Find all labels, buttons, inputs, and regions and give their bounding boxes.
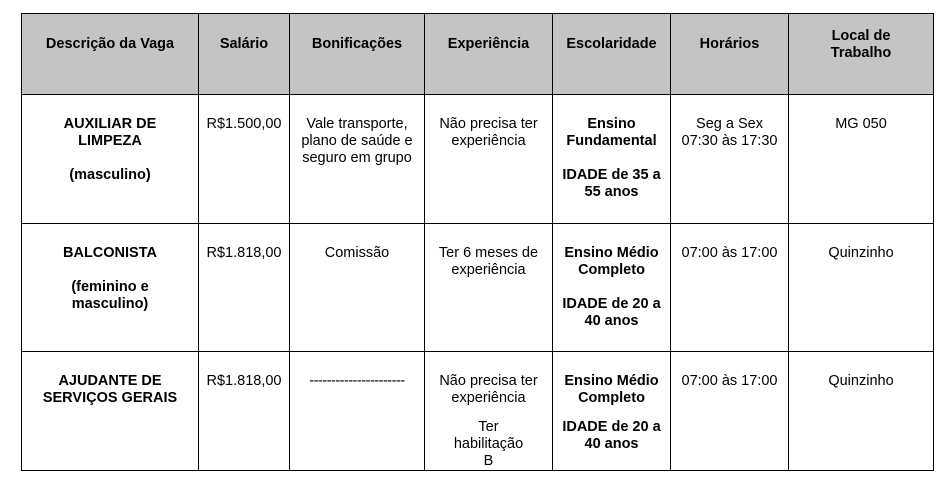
idade-text: IDADE de 20 a 40 anos <box>562 419 661 452</box>
horarios-cell: Seg a Sex 07:30 às 17:30 <box>671 95 789 224</box>
header-local: Local de Trabalho <box>789 14 934 95</box>
header-bonificacoes: Bonificações <box>290 14 425 95</box>
header-horarios: Horários <box>671 14 789 95</box>
vaga-title: AUXILIAR DE LIMPEZA <box>63 116 157 149</box>
local-cell: MG 050 <box>789 95 934 224</box>
vaga-cell <box>22 224 199 352</box>
experiencia-cell <box>425 224 553 352</box>
table-row <box>22 95 934 224</box>
escolaridade-cell <box>553 224 671 352</box>
local-cell: Quinzinho <box>789 352 934 471</box>
vaga-cell <box>22 352 199 471</box>
header-salario: Salário <box>199 14 290 95</box>
horarios-cell: 07:00 às 17:00 <box>671 224 789 352</box>
bonificacoes-cell: ---------------------- <box>290 352 425 471</box>
experiencia-text: Ter habilitação B <box>453 419 524 469</box>
experiencia-cell <box>425 95 553 224</box>
table-row <box>22 224 934 352</box>
experiencia-text: Ter 6 meses de experiência <box>438 245 539 278</box>
vaga-title: BALCONISTA <box>63 245 157 261</box>
experiencia-text: Não precisa ter experiência <box>439 373 538 406</box>
header-escolaridade: Escolaridade <box>553 14 671 95</box>
vaga-title: AJUDANTE DE SERVIÇOS GERAIS <box>42 373 178 406</box>
vaga-genero: (feminino e masculino) <box>71 279 149 312</box>
header-descricao: Descrição da Vaga <box>22 14 199 95</box>
idade-text: IDADE de 35 a 55 anos <box>562 167 661 200</box>
header-row <box>22 14 934 95</box>
experiencia-text: Não precisa ter experiência <box>439 116 538 149</box>
bonificacoes-cell: Comissão <box>290 224 425 352</box>
escolaridade-text: Ensino Médio Completo <box>564 245 659 278</box>
table-row <box>22 352 934 471</box>
idade-text: IDADE de 20 a 40 anos <box>562 296 661 329</box>
salario-cell: R$1.818,00 <box>199 352 290 471</box>
escolaridade-text: Ensino Médio Completo <box>564 373 659 406</box>
escolaridade-cell <box>553 352 671 471</box>
header-experiencia: Experiência <box>425 14 553 95</box>
vaga-cell <box>22 95 199 224</box>
bonificacoes-cell: Vale transporte, plano de saúde e seguro em grupo <box>290 95 425 224</box>
salario-cell: R$1.818,00 <box>199 224 290 352</box>
job-listings-table <box>21 13 934 471</box>
salario-cell: R$1.500,00 <box>199 95 290 224</box>
escolaridade-text: Ensino Fundamental <box>566 116 657 149</box>
horarios-cell: 07:00 às 17:00 <box>671 352 789 471</box>
vaga-genero: (masculino) <box>69 167 151 183</box>
experiencia-cell <box>425 352 553 471</box>
local-cell: Quinzinho <box>789 224 934 352</box>
escolaridade-cell <box>553 95 671 224</box>
